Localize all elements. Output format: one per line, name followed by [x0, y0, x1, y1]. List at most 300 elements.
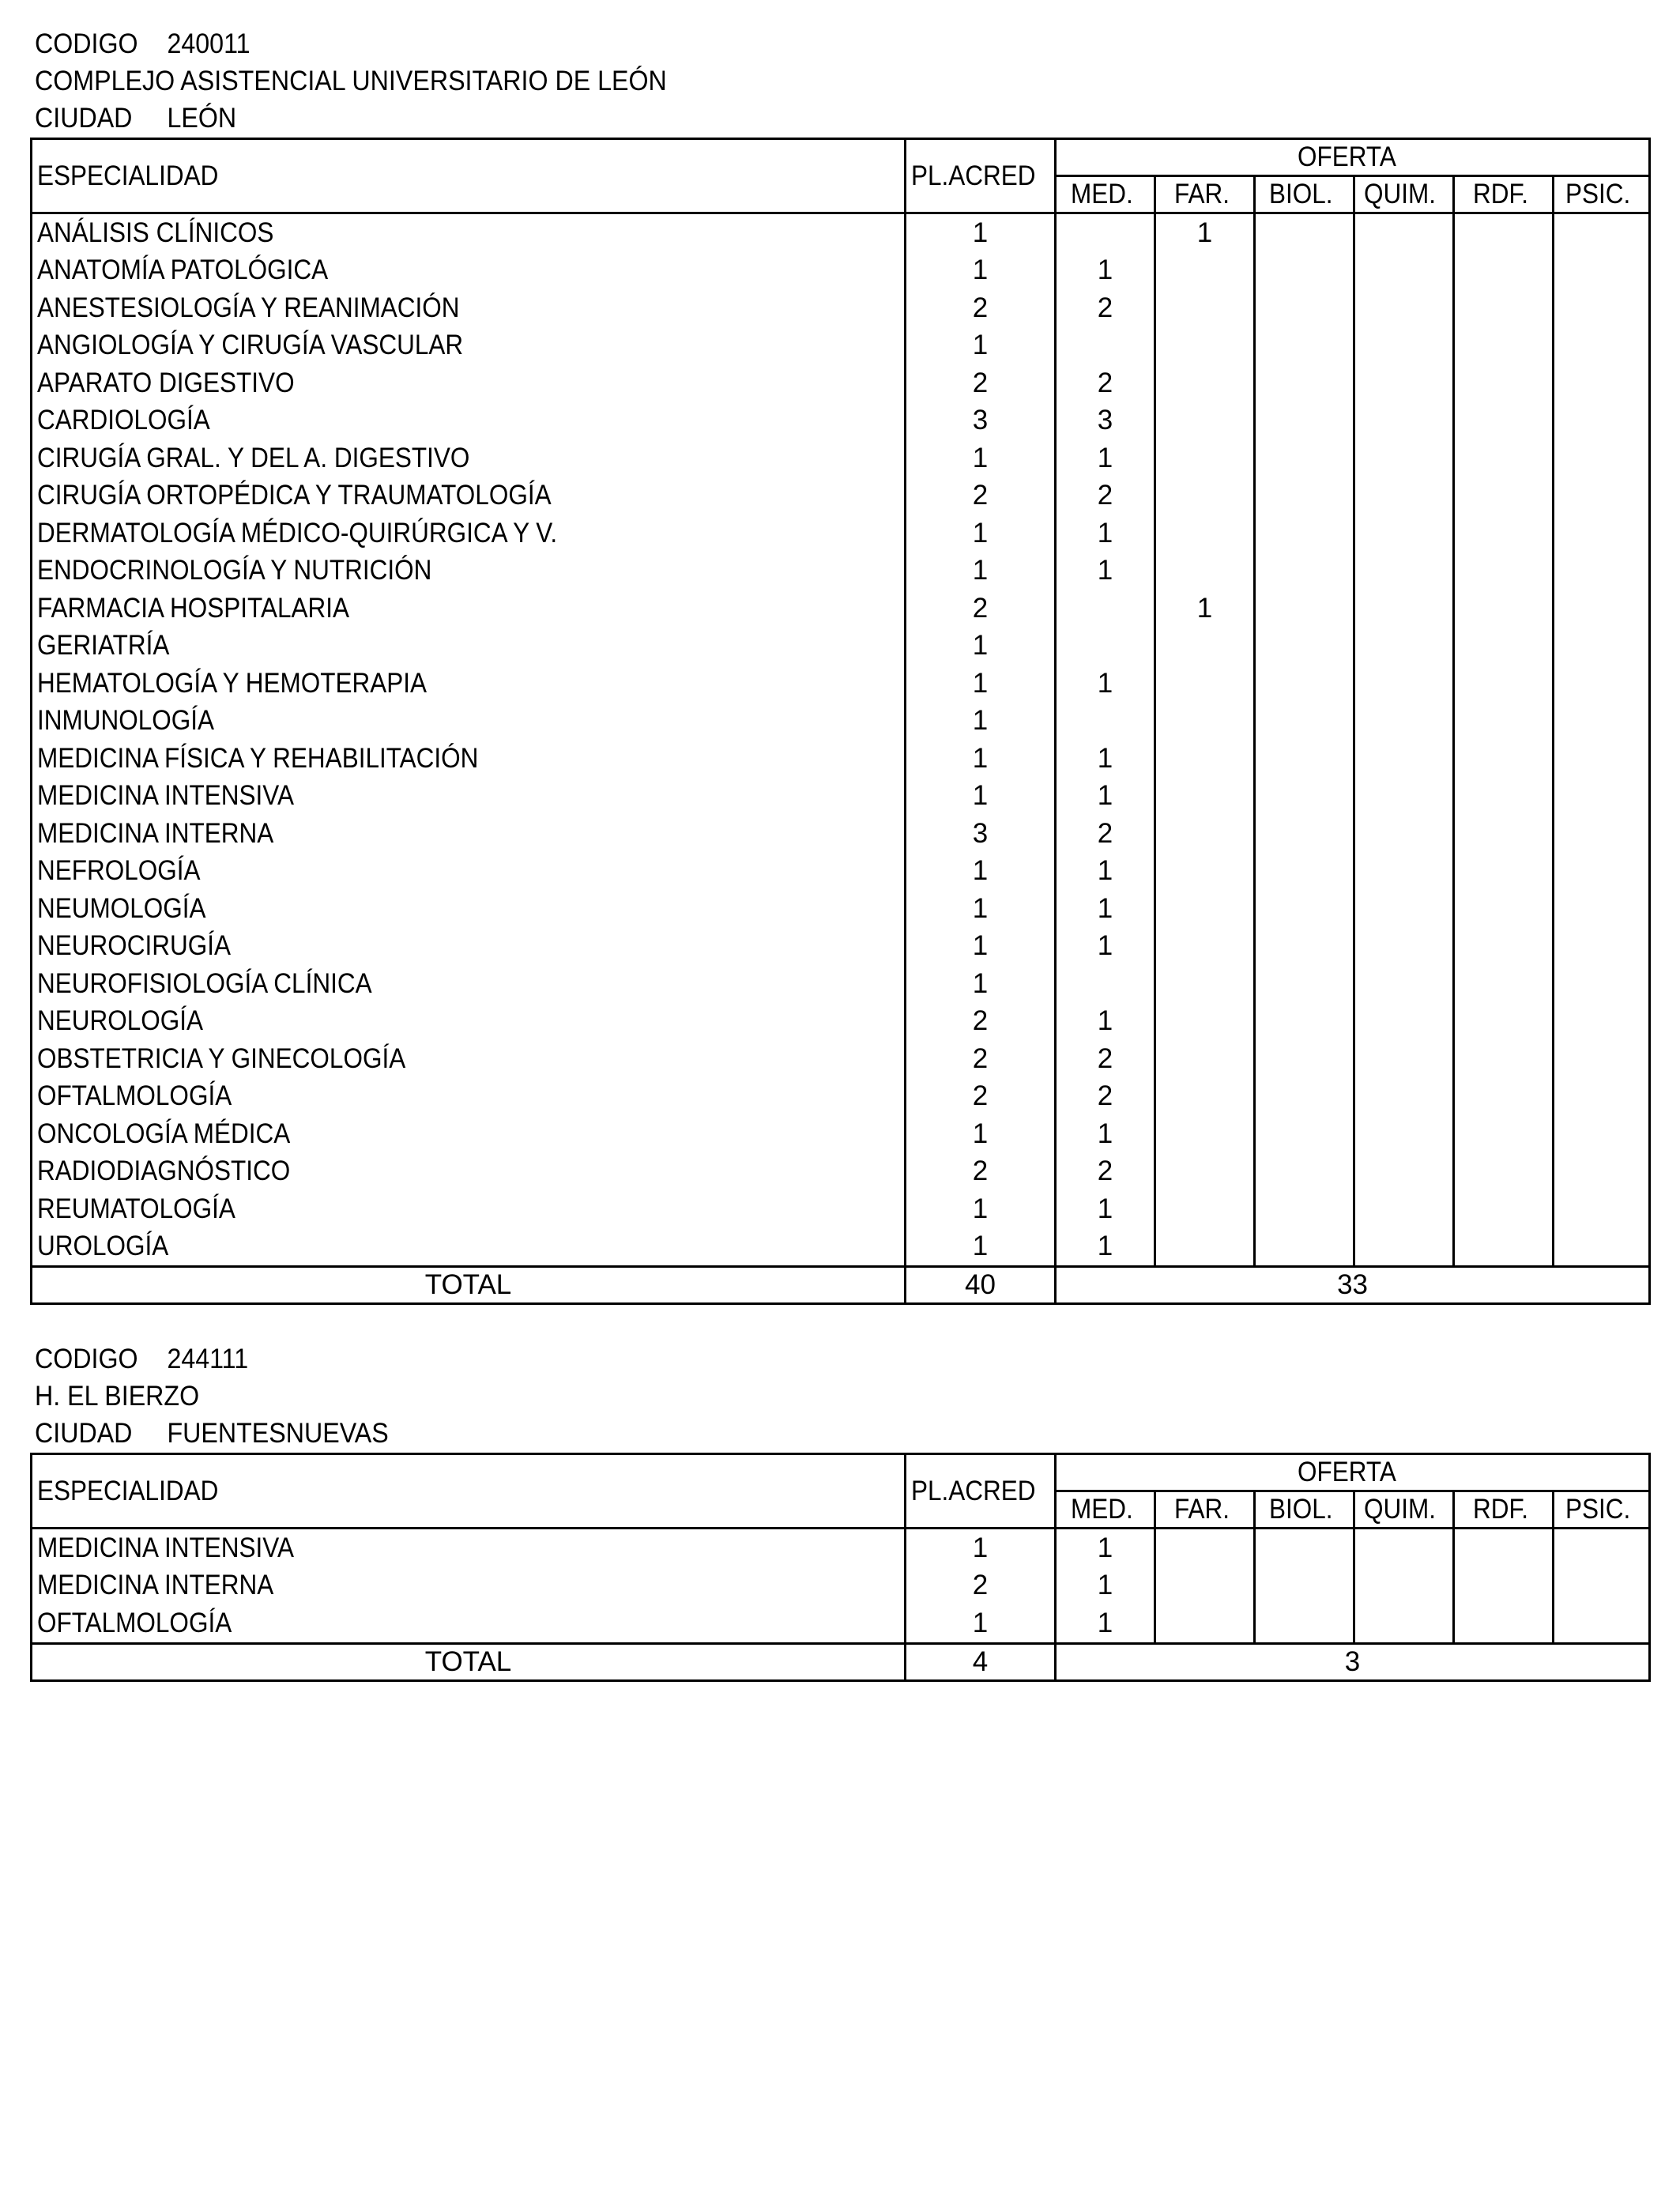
table-row [32, 590, 1650, 628]
far-cell [1155, 1078, 1255, 1116]
oferta-subheader-label: BIOL. [1268, 179, 1333, 209]
total-placred: 40 [906, 1267, 1056, 1304]
total-row [32, 1643, 1650, 1680]
placred-cell: 2 [906, 590, 1056, 628]
especialidad-cell [32, 364, 906, 402]
empty-cell [1255, 552, 1354, 590]
especialidad-value: HEMATOLOGÍA Y HEMOTERAPIA [37, 667, 428, 699]
total-placred: 4 [906, 1643, 1056, 1680]
empty-cell [1255, 289, 1354, 327]
far-cell [1155, 1040, 1255, 1078]
especialidad-cell [32, 1078, 906, 1116]
table-row [32, 364, 1650, 402]
far-cell [1155, 1228, 1255, 1267]
placred-cell: 1 [906, 1529, 1056, 1567]
codigo-line-value: 244111 [167, 1344, 249, 1374]
empty-cell [1354, 1153, 1454, 1191]
placred-cell: 2 [906, 1040, 1056, 1078]
empty-cell [1454, 1567, 1554, 1605]
placred-cell: 1 [906, 552, 1056, 590]
empty-cell [1354, 890, 1454, 928]
placred-cell: 2 [906, 1078, 1056, 1116]
especialidad-cell [32, 1190, 906, 1228]
especialidad-cell [32, 928, 906, 966]
especialidad-header [32, 1454, 906, 1529]
especialidad-value: NEUMOLOGÍA [37, 892, 206, 924]
oferta-subheader-label: RDF. [1472, 1494, 1528, 1525]
table-row [32, 740, 1650, 778]
empty-cell [1554, 1040, 1650, 1078]
especialidad-value: CIRUGÍA ORTOPÉDICA Y TRAUMATOLOGÍA [37, 480, 552, 511]
empty-cell [1354, 1040, 1454, 1078]
ciudad-line-value: FUENTESNUEVAS [167, 1418, 389, 1449]
empty-cell [1554, 252, 1650, 290]
nombre-line-label: H. EL BIERZO [35, 1381, 200, 1412]
oferta-subheader [1056, 176, 1155, 213]
far-cell [1155, 327, 1255, 365]
codigo-line-label: CODIGO [35, 28, 138, 59]
table-row [32, 439, 1650, 477]
empty-cell [1554, 364, 1650, 402]
table-row [32, 289, 1650, 327]
med-cell: 2 [1056, 1040, 1155, 1078]
table-row [32, 1078, 1650, 1116]
med-cell: 2 [1056, 1153, 1155, 1191]
empty-cell [1454, 928, 1554, 966]
placred-cell: 1 [906, 213, 1056, 252]
med-cell [1056, 703, 1155, 741]
empty-cell [1454, 1228, 1554, 1267]
empty-cell [1354, 928, 1454, 966]
especialidad-value: CARDIOLOGÍA [37, 405, 210, 436]
med-cell: 2 [1056, 1078, 1155, 1116]
empty-cell [1354, 289, 1454, 327]
especialidad-cell [32, 515, 906, 552]
especialidad-cell [32, 1604, 906, 1643]
table-row [32, 327, 1650, 365]
especialidad-value: MEDICINA INTENSIVA [37, 1532, 294, 1563]
med-cell [1056, 213, 1155, 252]
table-row [32, 853, 1650, 891]
especialidad-cell [32, 665, 906, 703]
med-cell: 3 [1056, 402, 1155, 440]
empty-cell [1354, 552, 1454, 590]
med-cell: 1 [1056, 1228, 1155, 1267]
oferta-subheader-label: FAR. [1173, 179, 1230, 209]
far-cell [1155, 1190, 1255, 1228]
far-cell [1155, 703, 1255, 741]
empty-cell [1354, 515, 1454, 552]
far-cell [1155, 1115, 1255, 1153]
empty-cell [1454, 252, 1554, 290]
table-row [32, 1115, 1650, 1153]
especialidad-cell [32, 402, 906, 440]
oferta-subheader-label: FAR. [1173, 1494, 1230, 1525]
empty-cell [1554, 213, 1650, 252]
codigo-line [35, 28, 250, 60]
empty-cell [1354, 590, 1454, 628]
empty-cell [1354, 740, 1454, 778]
med-cell: 1 [1056, 1115, 1155, 1153]
med-cell: 1 [1056, 853, 1155, 891]
table-row [32, 515, 1650, 552]
empty-cell [1454, 1529, 1554, 1567]
empty-cell [1454, 1078, 1554, 1116]
empty-cell [1255, 628, 1354, 665]
empty-cell [1255, 1040, 1354, 1078]
especialidad-value: NEUROFISIOLOGÍA CLÍNICA [37, 967, 372, 999]
far-cell [1155, 965, 1255, 1003]
empty-cell [1255, 477, 1354, 515]
especialidad-value: ANESTESIOLOGÍA Y REANIMACIÓN [37, 292, 460, 323]
empty-cell [1354, 1003, 1454, 1041]
far-cell [1155, 778, 1255, 816]
header-row [32, 1454, 1650, 1491]
empty-cell [1554, 1190, 1650, 1228]
placred-cell: 1 [906, 1115, 1056, 1153]
table-row [32, 1153, 1650, 1191]
especialidad-value: NEUROLOGÍA [37, 1005, 204, 1037]
oferta-subheader [1454, 1491, 1554, 1529]
empty-cell [1354, 1078, 1454, 1116]
empty-cell [1554, 665, 1650, 703]
oferta-subheader [1255, 176, 1354, 213]
table-row [32, 1003, 1650, 1041]
empty-cell [1354, 665, 1454, 703]
especialidad-cell [32, 552, 906, 590]
especialidad-cell [32, 1529, 906, 1567]
empty-cell [1354, 364, 1454, 402]
especialidad-header [32, 139, 906, 213]
empty-cell [1255, 364, 1354, 402]
empty-cell [1554, 1003, 1650, 1041]
especialidad-value: ANÁLISIS CLÍNICOS [37, 217, 274, 248]
empty-cell [1554, 890, 1650, 928]
especialidad-value: MEDICINA INTERNA [37, 817, 274, 849]
empty-cell [1454, 590, 1554, 628]
especialidad-value: OBSTETRICIA Y GINECOLOGÍA [37, 1042, 406, 1074]
especialidad-cell [32, 590, 906, 628]
table-row [32, 1529, 1650, 1567]
empty-cell [1255, 703, 1354, 741]
empty-cell [1454, 703, 1554, 741]
especialidad-value: GERIATRÍA [37, 630, 170, 662]
empty-cell [1554, 590, 1650, 628]
especialidad-value: REUMATOLOGÍA [37, 1193, 235, 1224]
far-cell [1155, 477, 1255, 515]
table-row [32, 628, 1650, 665]
empty-cell [1554, 703, 1650, 741]
empty-cell [1454, 815, 1554, 853]
med-cell: 1 [1056, 1190, 1155, 1228]
codigo-line [35, 1344, 249, 1375]
especialidad-value: ENDOCRINOLOGÍA Y NUTRICIÓN [37, 555, 432, 586]
placred-header-label: PL.ACRED [910, 1475, 1036, 1506]
placred-cell: 2 [906, 1003, 1056, 1041]
far-cell [1155, 928, 1255, 966]
oferta-subheader-label: PSIC. [1565, 179, 1631, 209]
especialidad-cell [32, 815, 906, 853]
total-label: TOTAL [424, 1269, 512, 1300]
empty-cell [1454, 1040, 1554, 1078]
empty-cell [1255, 1115, 1354, 1153]
oferta-header-label: OFERTA [1298, 141, 1397, 172]
empty-cell [1354, 252, 1454, 290]
empty-cell [1454, 1153, 1554, 1191]
especialidad-value: FARMACIA HOSPITALARIA [37, 592, 350, 624]
empty-cell [1454, 628, 1554, 665]
far-cell [1155, 740, 1255, 778]
oferta-subheader [1354, 176, 1454, 213]
especialidad-value: APARATO DIGESTIVO [37, 367, 295, 398]
oferta-header [1056, 1454, 1650, 1491]
empty-cell [1454, 552, 1554, 590]
empty-cell [1554, 778, 1650, 816]
placred-cell: 2 [906, 1567, 1056, 1605]
ciudad-line-label: CIUDAD [35, 103, 133, 134]
far-cell [1155, 815, 1255, 853]
placred-cell: 1 [906, 853, 1056, 891]
table-row [32, 1040, 1650, 1078]
empty-cell [1354, 628, 1454, 665]
table-row [32, 552, 1650, 590]
empty-cell [1255, 213, 1354, 252]
empty-cell [1354, 1529, 1454, 1567]
med-cell: 1 [1056, 439, 1155, 477]
empty-cell [1354, 853, 1454, 891]
placred-cell: 3 [906, 402, 1056, 440]
far-cell [1155, 890, 1255, 928]
especialidad-value: UROLOGÍA [37, 1231, 169, 1262]
empty-cell [1255, 515, 1354, 552]
header-row [32, 139, 1650, 176]
table-row [32, 965, 1650, 1003]
empty-cell [1255, 740, 1354, 778]
empty-cell [1255, 1190, 1354, 1228]
nombre-line [35, 1381, 199, 1412]
placred-cell: 3 [906, 815, 1056, 853]
empty-cell [1454, 1003, 1554, 1041]
empty-cell [1255, 778, 1354, 816]
total-label-cell [32, 1267, 906, 1304]
total-label-cell [32, 1643, 906, 1680]
far-cell [1155, 1529, 1255, 1567]
placred-header [906, 139, 1056, 213]
empty-cell [1255, 1003, 1354, 1041]
placred-cell: 1 [906, 252, 1056, 290]
oferta-subheader [1056, 1491, 1155, 1529]
empty-cell [1255, 1567, 1354, 1605]
total-row [32, 1267, 1650, 1304]
especialidades-table [30, 138, 1651, 1305]
empty-cell [1354, 1228, 1454, 1267]
table-row [32, 665, 1650, 703]
far-cell [1155, 402, 1255, 440]
table-row [32, 703, 1650, 741]
placred-cell: 1 [906, 703, 1056, 741]
empty-cell [1454, 1604, 1554, 1643]
especialidad-value: NEFROLOGÍA [37, 855, 201, 887]
med-cell: 1 [1056, 252, 1155, 290]
med-cell: 1 [1056, 1529, 1155, 1567]
oferta-header [1056, 139, 1650, 176]
placred-cell: 1 [906, 890, 1056, 928]
empty-cell [1354, 703, 1454, 741]
table-row [32, 1567, 1650, 1605]
empty-cell [1554, 628, 1650, 665]
codigo-line-value: 240011 [167, 28, 250, 59]
empty-cell [1454, 402, 1554, 440]
placred-cell: 1 [906, 665, 1056, 703]
placred-cell: 2 [906, 1153, 1056, 1191]
empty-cell [1354, 1567, 1454, 1605]
empty-cell [1354, 965, 1454, 1003]
med-cell [1056, 327, 1155, 365]
ciudad-line-value: LEÓN [167, 103, 237, 134]
far-cell [1155, 628, 1255, 665]
far-cell: 1 [1155, 590, 1255, 628]
especialidad-value: DERMATOLOGÍA MÉDICO-QUIRÚRGICA Y V. [37, 517, 558, 548]
oferta-subheader [1454, 176, 1554, 213]
empty-cell [1255, 1153, 1354, 1191]
especialidad-value: ONCOLOGÍA MÉDICA [37, 1118, 291, 1149]
especialidad-cell [32, 703, 906, 741]
especialidad-cell [32, 1153, 906, 1191]
placred-cell: 1 [906, 965, 1056, 1003]
especialidad-cell [32, 1115, 906, 1153]
empty-cell [1554, 552, 1650, 590]
placred-header-label: PL.ACRED [910, 160, 1036, 191]
far-cell [1155, 853, 1255, 891]
empty-cell [1454, 965, 1554, 1003]
especialidad-cell [32, 1567, 906, 1605]
placred-cell: 1 [906, 515, 1056, 552]
especialidad-cell [32, 890, 906, 928]
med-cell: 1 [1056, 665, 1155, 703]
far-cell [1155, 515, 1255, 552]
med-cell: 1 [1056, 778, 1155, 816]
especialidad-cell [32, 1003, 906, 1041]
empty-cell [1554, 815, 1650, 853]
oferta-subheader [1554, 176, 1650, 213]
codigo-line-label: CODIGO [35, 1344, 138, 1374]
especialidad-cell [32, 327, 906, 365]
especialidad-value: RADIODIAGNÓSTICO [37, 1155, 291, 1187]
med-cell [1056, 965, 1155, 1003]
med-cell: 1 [1056, 890, 1155, 928]
especialidad-header-label: ESPECIALIDAD [37, 160, 219, 191]
med-cell: 1 [1056, 515, 1155, 552]
empty-cell [1354, 1604, 1454, 1643]
table-row [32, 928, 1650, 966]
especialidad-value: NEUROCIRUGÍA [37, 930, 232, 962]
far-cell [1155, 552, 1255, 590]
empty-cell [1255, 590, 1354, 628]
oferta-subheader [1155, 1491, 1255, 1529]
empty-cell [1255, 439, 1354, 477]
far-cell [1155, 1153, 1255, 1191]
especialidad-cell [32, 477, 906, 515]
empty-cell [1554, 289, 1650, 327]
empty-cell [1354, 778, 1454, 816]
empty-cell [1354, 477, 1454, 515]
nombre-line [35, 66, 667, 97]
oferta-subheader-label: PSIC. [1565, 1494, 1631, 1525]
med-cell: 1 [1056, 928, 1155, 966]
especialidad-cell [32, 252, 906, 290]
table-row [32, 1228, 1650, 1267]
empty-cell [1454, 665, 1554, 703]
placred-cell: 1 [906, 1604, 1056, 1643]
empty-cell [1255, 1604, 1354, 1643]
empty-cell [1554, 1604, 1650, 1643]
empty-cell [1554, 402, 1650, 440]
empty-cell [1554, 965, 1650, 1003]
oferta-subheader-label: QUIM. [1363, 1494, 1436, 1525]
empty-cell [1255, 928, 1354, 966]
empty-cell [1454, 778, 1554, 816]
nombre-line-label: COMPLEJO ASISTENCIAL UNIVERSITARIO DE LEÓN [35, 66, 667, 96]
especialidad-cell [32, 1040, 906, 1078]
especialidad-cell [32, 213, 906, 252]
empty-cell [1454, 1115, 1554, 1153]
empty-cell [1554, 1567, 1650, 1605]
med-cell [1056, 590, 1155, 628]
oferta-subheader-label: RDF. [1472, 179, 1528, 209]
especialidad-cell [32, 628, 906, 665]
table-row [32, 477, 1650, 515]
empty-cell [1454, 439, 1554, 477]
especialidad-cell [32, 740, 906, 778]
oferta-subheader-label: MED. [1070, 179, 1133, 209]
oferta-subheader [1155, 176, 1255, 213]
empty-cell [1354, 402, 1454, 440]
empty-cell [1554, 477, 1650, 515]
especialidad-value: CIRUGÍA GRAL. Y DEL A. DIGESTIVO [37, 442, 470, 473]
empty-cell [1255, 327, 1354, 365]
table-row [32, 402, 1650, 440]
oferta-header-label: OFERTA [1298, 1457, 1397, 1487]
total-oferta: 3 [1056, 1643, 1650, 1680]
ciudad-line [35, 103, 237, 134]
empty-cell [1454, 740, 1554, 778]
table-row [32, 213, 1650, 252]
empty-cell [1255, 890, 1354, 928]
empty-cell [1554, 1153, 1650, 1191]
especialidad-cell [32, 778, 906, 816]
ciudad-line [35, 1418, 389, 1449]
especialidad-cell [32, 965, 906, 1003]
empty-cell [1354, 327, 1454, 365]
especialidades-table [30, 1453, 1651, 1682]
placred-cell: 1 [906, 928, 1056, 966]
table-row [32, 778, 1650, 816]
table-row [32, 252, 1650, 290]
med-cell: 1 [1056, 552, 1155, 590]
empty-cell [1554, 439, 1650, 477]
empty-cell [1554, 853, 1650, 891]
empty-cell [1454, 364, 1554, 402]
especialidad-value: OFTALMOLOGÍA [37, 1607, 232, 1638]
placred-cell: 1 [906, 327, 1056, 365]
especialidad-cell [32, 289, 906, 327]
empty-cell [1255, 1078, 1354, 1116]
empty-cell [1454, 890, 1554, 928]
empty-cell [1255, 965, 1354, 1003]
empty-cell [1354, 815, 1454, 853]
empty-cell [1454, 853, 1554, 891]
table-row [32, 890, 1650, 928]
